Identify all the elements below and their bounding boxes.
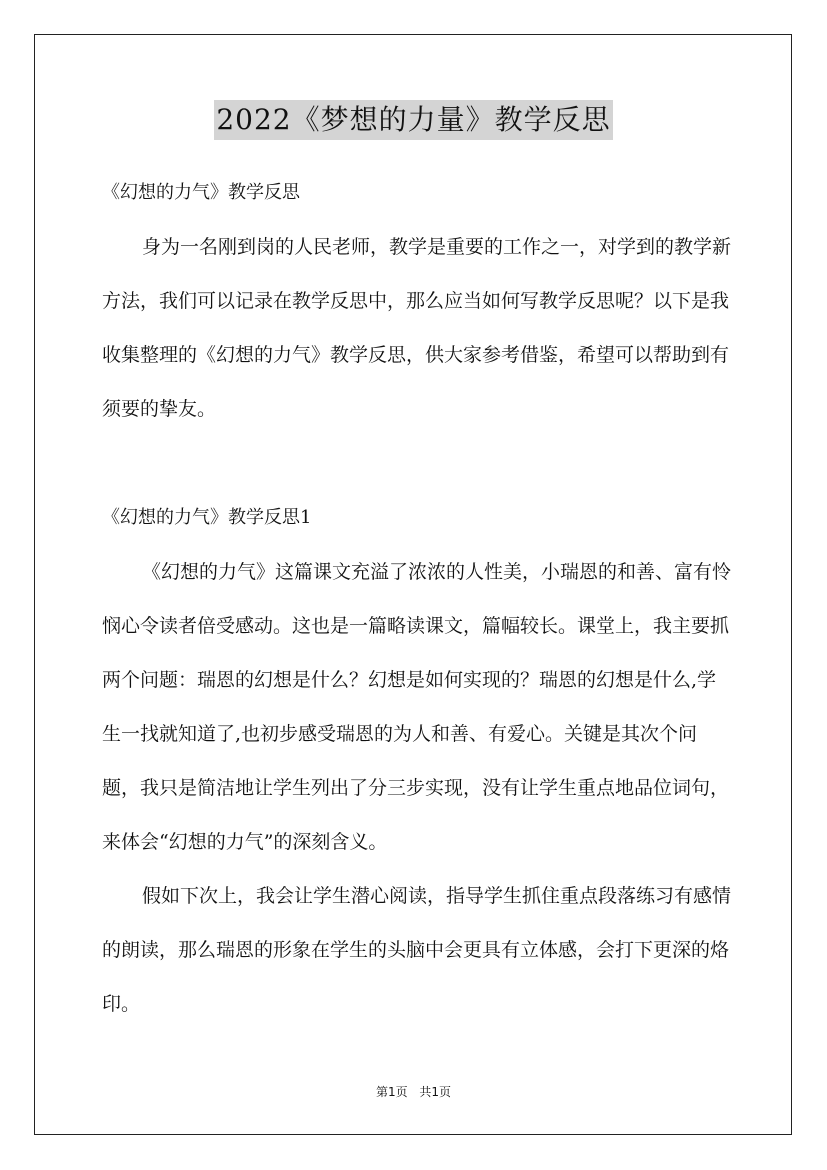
page-footer xyxy=(0,1083,827,1100)
intro-heading: 《幻想的力气》教学反思 xyxy=(102,182,300,203)
section-paragraph-2: 假如下次上，我会让学生潜心阅读，指导学生抓住重点段落练习有感情的朗读，那么瑞恩的形象在学生的头脑中会更具有立体感，会打下更深的烙印。 xyxy=(102,885,732,1015)
document-title: 2022《梦想的力量》教学反思 xyxy=(214,100,612,140)
intro-paragraph: 身为一名刚到岗的人民老师，教学是重要的工作之一，对学到的教学新方法，我们可以记录在教学反思中，那么应当如何写教学反思呢？以下是我收集整理的《幻想的力气》教学反思，供大家参考借鉴，希望可以帮助到有须要的挚友。 xyxy=(102,236,732,420)
section-paragraph-1: 《幻想的力气》这篇课文充溢了浓浓的人性美，小瑞恩的和善、富有怜悯心令读者倍受感动。这也是一篇略读课文，篇幅较长。课堂上，我主要抓两个问题：瑞恩的幻想是什么？幻想是如何实现的？瑞恩的幻想是什么,学生一找就知道了,也初步感受瑞恩的为人和善、有爱心。关键是其次个问题，我只是简洁地让学生列出了分三步实现，没有让学生重点地品位词句，来体会“幻想的力气”的深刻含义。 xyxy=(102,561,732,853)
title-container xyxy=(0,100,827,140)
page-number: 第1页 xyxy=(375,1085,408,1099)
section-heading: 《幻想的力气》教学反思1 xyxy=(102,507,312,528)
page-total: 共1页 xyxy=(419,1085,452,1099)
